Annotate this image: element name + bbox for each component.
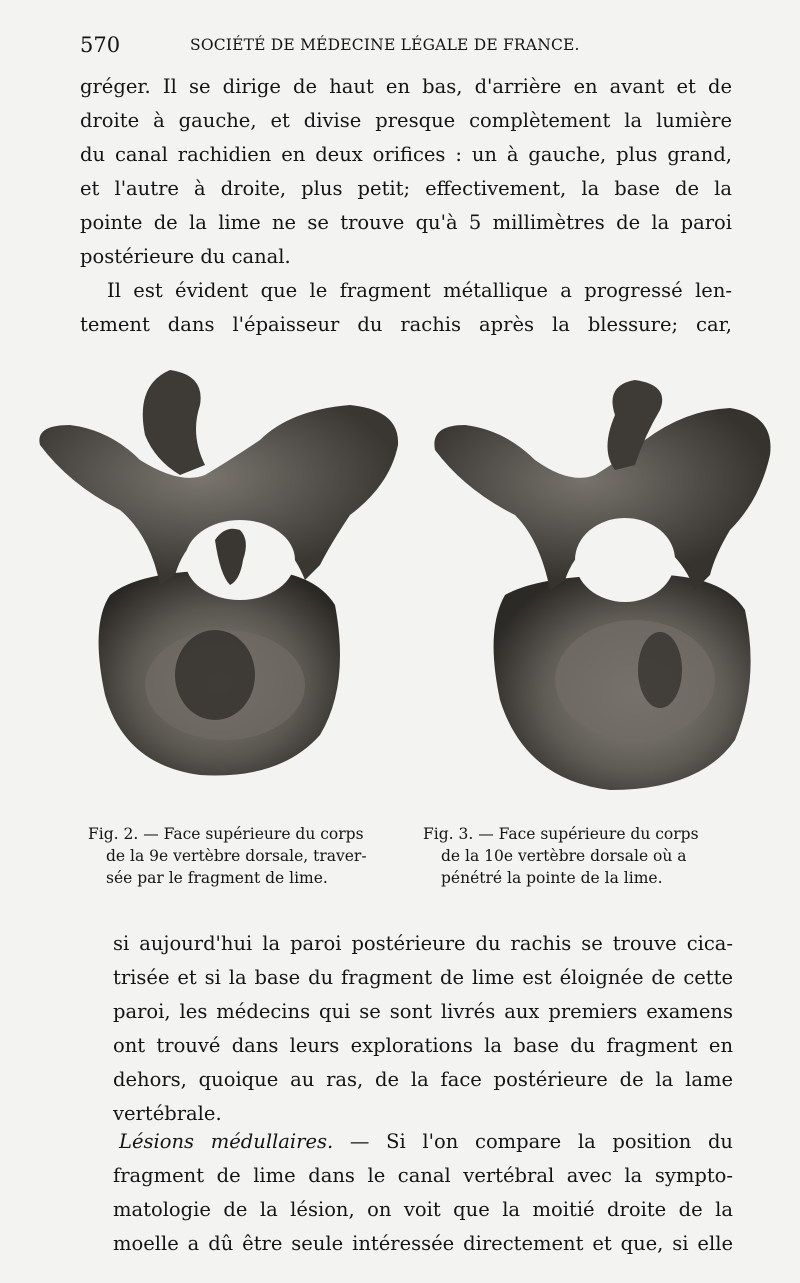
paragraph-line: vertébrale. <box>113 1102 222 1125</box>
paragraph-line: et l'autre à droite, plus petit; effectivement, la base de la <box>80 177 732 200</box>
caption-line: sée par le fragment de lime. <box>106 869 328 887</box>
vertebra-fig2-image <box>30 365 410 805</box>
paragraph-line: moelle a dû être seule intéressée directement et que, si elle <box>113 1232 733 1255</box>
caption-line: pénétré la pointe de la lime. <box>441 869 663 887</box>
page-number: 570 <box>80 33 121 57</box>
paragraph-line: paroi, les médecins qui se sont livrés aux premiers examens <box>113 1000 733 1023</box>
running-head: SOCIÉTÉ DE MÉDECINE LÉGALE DE FRANCE. <box>190 36 580 54</box>
paragraph-line: droite à gauche, et divise presque complètement la lumière <box>80 109 732 132</box>
caption-line: de la 10e vertèbre dorsale où a <box>441 847 687 865</box>
section-heading: Lésions médullaires. <box>119 1130 334 1153</box>
figure-caption-2 <box>88 823 367 889</box>
page-header <box>80 33 730 61</box>
paragraph-line: pointe de la lime ne se trouve qu'à 5 millimètres de la paroi <box>80 211 732 234</box>
paragraph-line: si aujourd'hui la paroi postérieure du rachis se trouve cica- <box>113 932 733 955</box>
figure-caption-3 <box>423 823 699 889</box>
paragraph-line: Il est évident que le fragment métallique a progressé len- <box>107 279 732 302</box>
paragraph-line: matologie de la lésion, on voit que la moitié droite de la <box>113 1198 733 1221</box>
paragraph-line: postérieure du canal. <box>80 245 291 268</box>
caption-line: Fig. 2. — Face supérieure du corps <box>88 825 364 843</box>
figures-area <box>30 365 775 815</box>
vertebra-fig3-image <box>430 380 775 810</box>
paragraph-line: du canal rachidien en deux orifices : un à gauche, plus grand, <box>80 143 732 166</box>
paragraph-line: trisée et si la base du fragment de lime est éloignée de cette <box>113 966 733 989</box>
paragraph-line: gréger. Il se dirige de haut en bas, d'arrière en avant et de <box>80 75 732 98</box>
paragraph-text: — Si l'on compare la position du <box>333 1130 733 1153</box>
caption-line: Fig. 3. — Face supérieure du corps <box>423 825 699 843</box>
paragraph-line: ont trouvé dans leurs explorations la base du fragment en <box>113 1034 733 1057</box>
paragraph-line: fragment de lime dans le canal vertébral avec la sympto- <box>113 1164 733 1187</box>
caption-line: de la 9e vertèbre dorsale, traver- <box>106 847 367 865</box>
paragraph-line <box>113 1125 733 1159</box>
paragraph-line: dehors, quoique au ras, de la face postérieure de la lame <box>113 1068 733 1091</box>
paragraph-line: tement dans l'épaisseur du rachis après la blessure; car, <box>80 313 732 336</box>
